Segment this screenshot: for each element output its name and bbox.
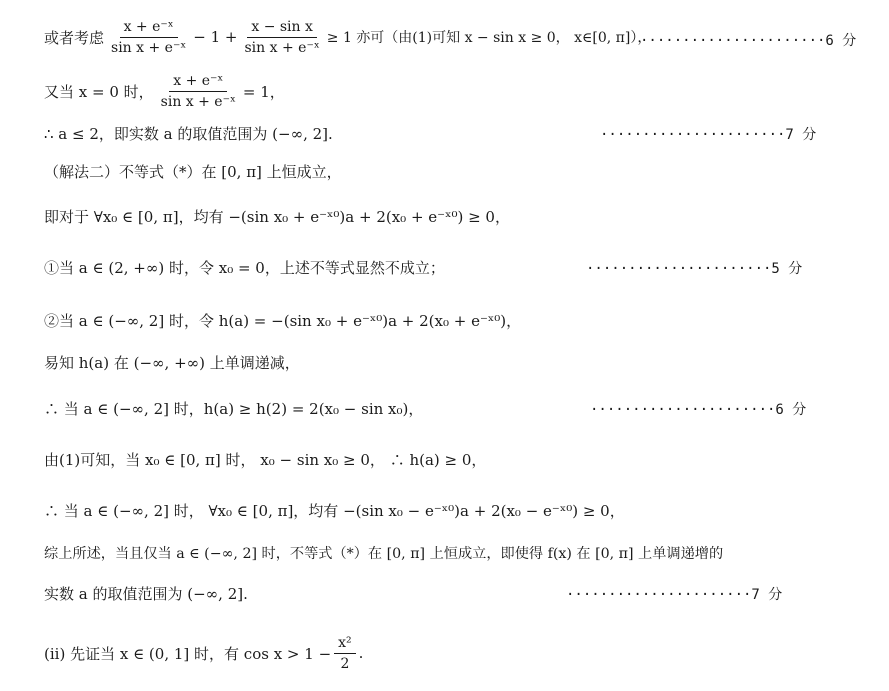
score-marker-7: ······················7 分 — [600, 127, 817, 143]
solution-line-10 — [44, 448, 829, 470]
line-14-prefix: (ii) 先证当 x ∈ (0, 1] 时，有 cos x > 1 − — [44, 644, 332, 663]
score-marker-6: ······················6 分 — [640, 33, 857, 49]
line-12-text: 综上所述，当且仅当 a ∈ (−∞, 2] 时，不等式（*）在 [0, π] 上恒成立，即使得 f(x) 在 [0, π] 上单调递增的 — [44, 546, 724, 562]
fraction-2-numerator: x − sin x — [247, 18, 317, 38]
line-4-text: （解法二）不等式（*）在 [0, π] 上恒成立， — [44, 162, 342, 181]
line-11-text: ∴ 当 a ∈ (−∞, 2] 时， ∀x₀ ∈ [0, π]，均有 −(sin x₀ − e⁻ˣ⁰)a + 2(x₀ − e⁻ˣ⁰) ≥ 0， — [44, 501, 625, 520]
line-7-text: ②当 a ∈ (−∞, 2] 时，令 h(a) = −(sin x₀ + e⁻ˣ⁰)a + 2(x₀ + e⁻ˣ⁰)， — [44, 311, 522, 330]
fraction-1 — [107, 18, 190, 57]
line-5-text: 即对于 ∀x₀ ∈ [0, π]，均有 −(sin x₀ + e⁻ˣ⁰)a + 2(x₀ + e⁻ˣ⁰) ≥ 0， — [44, 207, 510, 226]
fraction-2-denominator: sin x + e⁻ˣ — [244, 39, 320, 56]
line-1-middle: − 1 + — [193, 28, 238, 46]
solution-line-7 — [44, 309, 829, 331]
fraction-1-numerator: x + e⁻ˣ — [120, 18, 178, 38]
fraction-3 — [157, 72, 240, 111]
line-3-text: ∴ a ≤ 2，即实数 a 的取值范围为 (−∞, 2]. — [44, 124, 333, 143]
line-9-text: ∴ 当 a ∈ (−∞, 2] 时，h(a) ≥ h(2) = 2(x₀ − sin x₀)， — [44, 399, 424, 418]
line-13-text: 实数 a 的取值范围为 (−∞, 2]. — [44, 584, 248, 603]
solution-line-2 — [44, 68, 829, 114]
line-2-prefix: 又当 x = 0 时， — [44, 82, 154, 101]
solution-line-8 — [44, 351, 829, 373]
fraction-4 — [334, 634, 356, 673]
line-8-text: 易知 h(a) 在 (−∞, +∞) 上单调递减， — [44, 353, 300, 372]
fraction-2 — [241, 18, 324, 57]
line-6-text: ①当 a ∈ (2, +∞) 时，令 x₀ = 0，上述不等式显然不成立； — [44, 258, 445, 277]
line-1-suffix: ≥ 1 亦可（由(1)可知 x − sin x ≥ 0， x∈[0, π]）， — [326, 30, 652, 46]
solution-line-11 — [44, 499, 829, 521]
score-marker-6b: ······················6 分 — [590, 402, 807, 418]
solution-line-14 — [44, 630, 829, 676]
solution-line-5 — [44, 205, 829, 227]
fraction-4-numerator: x² — [334, 634, 356, 654]
solution-line-12 — [44, 542, 829, 564]
line-1-prefix: 或者考虑 — [44, 28, 105, 47]
line-14-suffix: . — [358, 644, 364, 662]
fraction-3-numerator: x + e⁻ˣ — [169, 72, 227, 92]
score-marker-7b: ······················7 分 — [566, 587, 783, 603]
fraction-1-denominator: sin x + e⁻ˣ — [111, 39, 187, 56]
score-marker-5: ······················5 分 — [586, 261, 803, 277]
fraction-3-denominator: sin x + e⁻ˣ — [160, 93, 236, 110]
line-2-suffix: = 1， — [242, 82, 285, 101]
fraction-4-denominator: 2 — [340, 655, 350, 672]
solution-line-4 — [44, 160, 829, 182]
line-10-text: 由(1)可知，当 x₀ ∈ [0, π] 时， x₀ − sin x₀ ≥ 0， ∴ h(a) ≥ 0， — [44, 450, 487, 469]
